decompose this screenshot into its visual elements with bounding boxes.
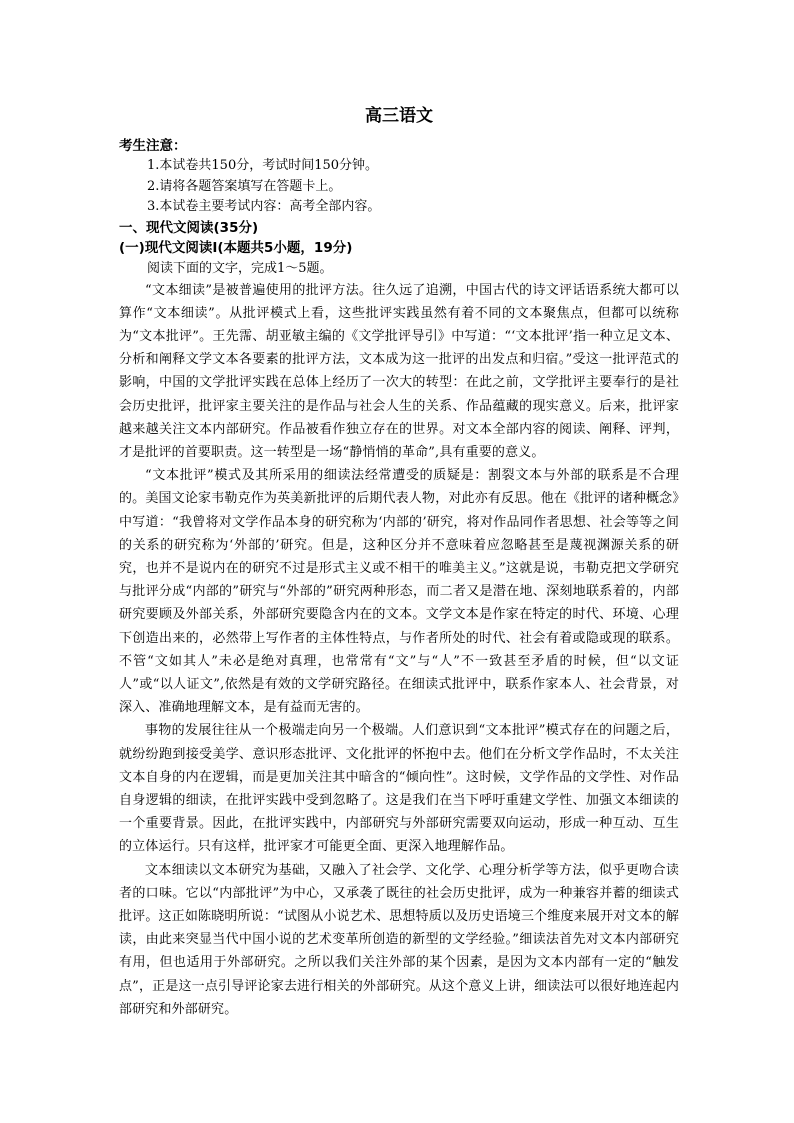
passage-paragraph-1: “文本细读”是被普遍使用的批评方法。往久远了追溯，中国古代的诗文评话语系统大都可以算作“文本细读”。从批评模式上看，这些批评实践虽然有着不同的文本聚焦点，但都可以统称为“文本批评”。王先霈、胡亚敏主编的《文学批评导引》中写道：“‘文本批评’指一种立足文本、分析和阐释文学文本各要素的批评方法，文本成为这一批评的出发点和归宿。”受这一批评范式的影响，中国的文学批评实践在总体上经历了一次大的转型：在此之前，文学批评主要奉行的是社会历史批评，批评家主要关注的是作品与社会人生的关系、作品蕴藏的现实意义。后来，批评家越来越关注文本内部研究。作品被看作独立存在的世界。对文本全部内容的阅读、阐释、评判，才是批评的首要职责。这一转型是一场“静悄悄的革命”,具有重要的意义。: [119, 282, 679, 460]
exam-title: 高三语文: [365, 106, 433, 126]
exam-page: [119, 104, 679, 1021]
reading-section: [119, 218, 679, 1022]
notice-item-3: 3.本试卷主要考试内容：高考全部内容。: [147, 199, 381, 214]
subsection-heading: (一)现代文阅读Ⅰ(本题共5小题，19分): [119, 239, 353, 256]
passage-paragraph-3: 事物的发展往往从一个极端走向另一个极端。人们意识到“文本批评”模式存在的问题之后，就纷纷跑到接受美学、意识形态批评、文化批评的怀抱中去。他们在分析文学作品时，不太关注文本自身的内在逻辑，而是更加关注其中暗含的“倾向性”。这时候，文学作品的文学性、对作品自身逻辑的细读，在批评实践中受到忽略了。这是我们在当下呼吁重建文学性、加强文本细读的一个重要背景。因此，在批评实践中，内部研究与外部研究需要双向运动，形成一种互动、互生的立体运行。只有这样，批评家才可能更全面、更深入地理解作品。: [119, 723, 679, 855]
notice-section: [119, 136, 679, 218]
section-heading: 一、现代文阅读(35分): [119, 219, 259, 236]
notice-heading: 考生注意：: [119, 138, 187, 154]
notice-item-2: 2.请将各题答案填写在答题卡上。: [147, 178, 342, 194]
passage-paragraph-4: 文本细读以文本研究为基础，又融入了社会学、文化学、心理分析学等方法，似乎更吻合读者的口味。它以“内部批评”为中心，又承袭了既往的社会历史批评，成为一种兼容并蓄的细读式批评。这正如陈晓明所说：“试图从小说艺术、思想特质以及历史语境三个维度来展开对文本的解读，由此来突显当代中国小说的艺术变革所创造的新型的文学经验。”细读法首先对文本内部研究有用，但也适用于外部研究。之所以我们关注外部的某个因素，是因为文本内部有一定的“触发点”，正是这一点引导评论家去进行相关的外部研究。从这个意义上讲，细读法可以很好地连起内部研究和外部研究。: [119, 862, 679, 1017]
notice-item-1: 1.本试卷共150分，考试时间150分钟。: [147, 158, 379, 173]
passage-paragraph-2: “文本批评”模式及其所采用的细读法经常遭受的质疑是：割裂文本与外部的联系是不合理的。美国文论家韦勒克作为英美新批评的后期代表人物，对此亦有反思。他在《批评的诸种概念》中写道：“我曾将对文学作品本身的研究称为‘内部的’研究，将对作品同作者思想、社会等等之间的关系的研究称为‘外部的’研究。但是，这种区分并不意味着应忽略甚至是蔑视渊源关系的研究，也并不是说内在的研究不过是形式主义或不相干的唯美主义。”这就是说，韦勒克把文学研究与批评分成“内部的”研究与“外部的”研究两种形态，而二者又是潜在地、深刻地联系着的，内部研究要顾及外部关系，外部研究要隐含内在的文本。文学文本是作家在特定的时代、环境、心理下创造出来的，必然带上写作者的主体性特点，与作者所处的时代、社会有着或隐或现的联系。不管“文如其人”未必是绝对真理，也常常有“文”与“人”不一致甚至矛盾的时候，但“以文证人”或“以人证文”,依然是有效的文学研究路径。在细读式批评中，联系作家本人、社会背景，对深入、准确地理解文本，是有益而无害的。: [119, 468, 679, 716]
reading-instruction: 阅读下面的文字，完成1～5题。: [147, 260, 333, 276]
